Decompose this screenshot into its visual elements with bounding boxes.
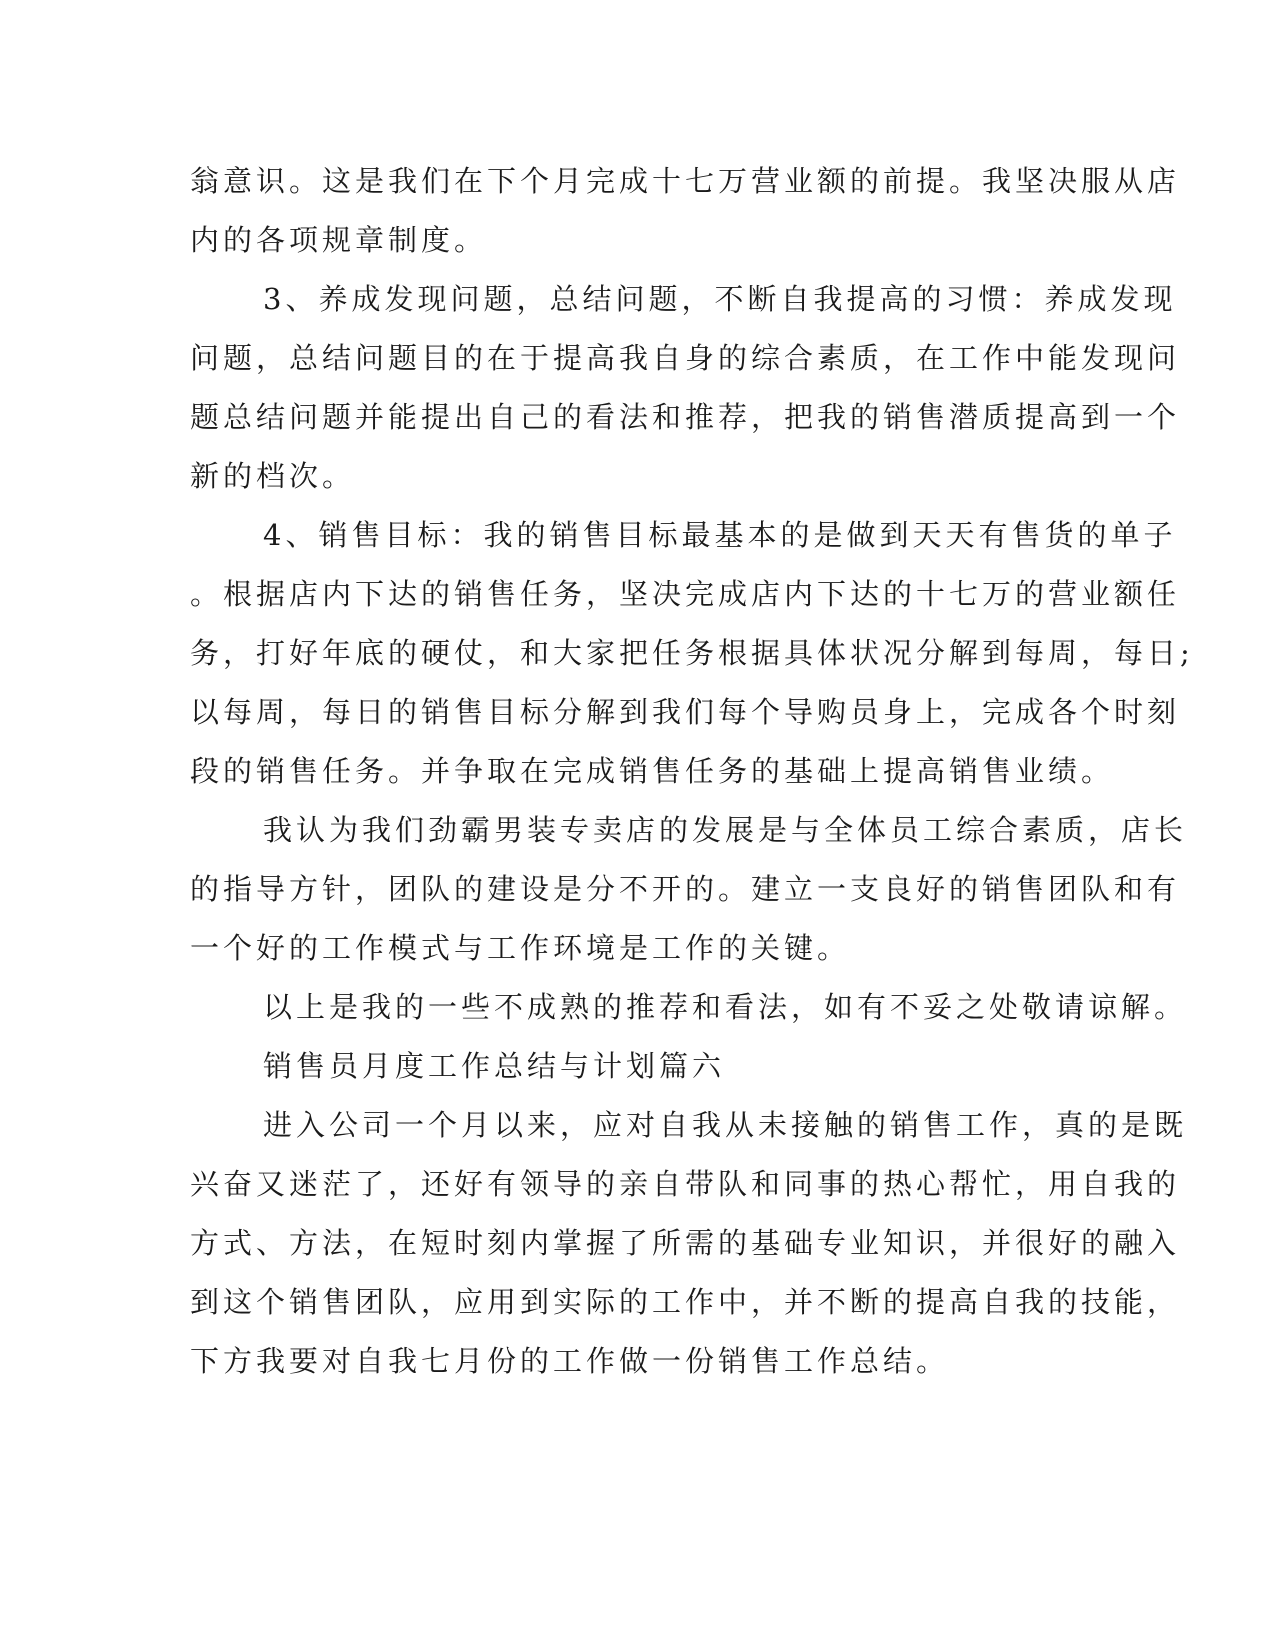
text-line: 我认为我们劲霸男装专卖店的发展是与全体员工综合素质，店长 xyxy=(263,813,1188,847)
text-line: 新的档次。 xyxy=(190,459,356,493)
text-line: 翁意识。这是我们在下个月完成十七万营业额的前提。我坚决服从店 xyxy=(190,164,1181,198)
text-line: 内的各项规章制度。 xyxy=(190,223,488,257)
text-line: 以上是我的一些不成熟的推荐和看法，如有不妥之处敬请谅解。 xyxy=(263,990,1188,1024)
text-line: 。根据店内下达的销售任务，坚决完成店内下达的十七万的营业额任 xyxy=(190,577,1181,611)
text-line: 题总结问题并能提出自己的看法和推荐，把我的销售潜质提高到一个 xyxy=(190,400,1181,434)
text-line: 问题，总结问题目的在于提高我自身的综合素质，在工作中能发现问 xyxy=(190,341,1181,375)
text-line: 方式、方法，在短时刻内掌握了所需的基础专业知识，并很好的融入 xyxy=(190,1226,1181,1260)
text-line: 3、养成发现问题，总结问题，不断自我提高的习惯：养成发现 xyxy=(263,282,1177,316)
text-line: 一个好的工作模式与工作环境是工作的关键。 xyxy=(190,931,851,965)
text-line: 兴奋又迷茫了，还好有领导的亲自带队和同事的热心帮忙，用自我的 xyxy=(190,1167,1181,1201)
text-line: 务，打好年底的硬仗，和大家把任务根据具体状况分解到每周，每日; xyxy=(190,636,1194,670)
text-line: 4、销售目标：我的销售目标最基本的是做到天天有售货的单子 xyxy=(263,518,1177,552)
text-line: 到这个销售团队，应用到实际的工作中，并不断的提高自我的技能， xyxy=(190,1285,1181,1319)
text-line: 段的销售任务。并争取在完成销售任务的基础上提高销售业绩。 xyxy=(190,754,1115,788)
text-line: 的指导方针，团队的建设是分不开的。建立一支良好的销售团队和有 xyxy=(190,872,1181,906)
text-line: 以每周，每日的销售目标分解到我们每个导购员身上，完成各个时刻 xyxy=(190,695,1181,729)
text-line: 下方我要对自我七月份的工作做一份销售工作总结。 xyxy=(190,1344,950,1378)
text-line: 进入公司一个月以来，应对自我从未接触的销售工作，真的是既 xyxy=(263,1108,1188,1142)
section-heading: 销售员月度工作总结与计划篇六 xyxy=(263,1049,726,1083)
